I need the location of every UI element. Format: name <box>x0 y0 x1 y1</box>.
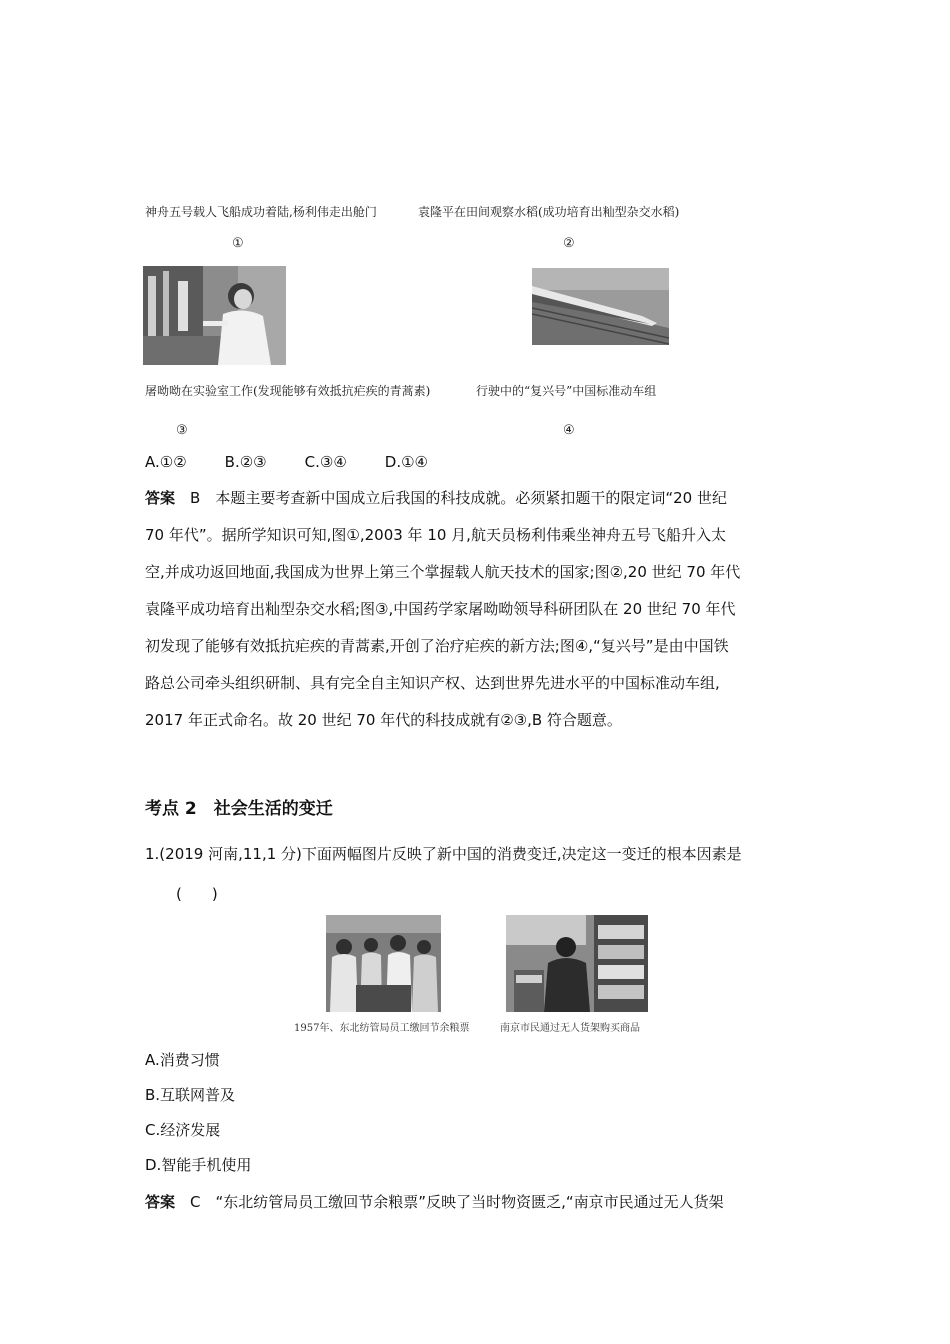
q1-explanation-line-3: 空,并成功返回地面,我国成为世界上第三个掌握载人航天技术的国家;图②,20 世纪 70 年代 <box>145 563 741 581</box>
caption-figure-1: 神舟五号载人飞船成功着陆,杨利伟走出舱门 <box>145 205 377 219</box>
q1-answer-explanation <box>145 480 815 739</box>
q2-answer <box>145 1184 724 1221</box>
q1-options <box>145 444 466 481</box>
q2-answer-letter: C <box>190 1193 201 1211</box>
q2-option-b[interactable]: B.互联网普及 <box>145 1086 236 1104</box>
caption-figure-3: 屠呦呦在实验室工作(发现能够有效抵抗疟疾的青蒿素) <box>145 384 431 398</box>
q1-answer-letter: B <box>190 489 201 507</box>
q1-explanation-line-6: 路总公司牵头组织研制、具有完全自主知识产权、达到世界先进水平的中国标准动车组, <box>145 674 720 692</box>
q1-option-b[interactable]: B.②③ <box>224 453 267 471</box>
q1-explanation-line-1: 本题主要考查新中国成立后我国的科技成就。必须紧扣题干的限定词“20 世纪 <box>215 489 727 507</box>
q2-option-c[interactable]: C.经济发展 <box>145 1121 221 1139</box>
unmanned-shelf-photo-icon <box>506 915 648 1012</box>
q2-answer-blank: ( ) <box>176 885 218 903</box>
q2-stem: 1.(2019 河南,11,1 分)下面两幅图片反映了新中国的消费变迁,决定这一变迁的根本因素是 <box>145 845 742 863</box>
q1-explanation-line-2: 70 年代”。据所学知识可知,图①,2003 年 10 月,航天员杨利伟乘坐神舟五号飞船升入太 <box>145 526 726 544</box>
caption-figure-4: 行驶中的“复兴号”中国标准动车组 <box>476 384 657 398</box>
q1-option-d[interactable]: D.①④ <box>384 453 428 471</box>
q1-option-c[interactable]: C.③④ <box>304 453 347 471</box>
figure-number-2: ② <box>563 236 575 251</box>
q1-answer-label: 答案 <box>145 489 176 507</box>
figure-number-1: ① <box>232 236 244 251</box>
figure-number-4: ④ <box>563 423 575 438</box>
q2-option-a[interactable]: A.消费习惯 <box>145 1051 220 1069</box>
q1-explanation-line-4: 袁隆平成功培育出籼型杂交水稻;图③,中国药学家屠呦呦领导科研团队在 20 世纪 70 年代 <box>145 600 736 618</box>
q1-explanation-line-7: 2017 年正式命名。故 20 世纪 70 年代的科技成就有②③,B 符合题意。 <box>145 711 622 729</box>
q2-answer-text: “东北纺管局员工缴回节余粮票”反映了当时物资匮乏,“南京市民通过无人货架 <box>215 1193 724 1211</box>
caption-figure-2: 袁隆平在田间观察水稻(成功培育出籼型杂交水稻) <box>418 205 680 219</box>
q1-explanation-line-5: 初发现了能够有效抵抗疟疾的青蒿素,开创了治疗疟疾的新方法;图④,“复兴号”是由中国铁 <box>145 637 729 655</box>
caption-unmanned-shelf: 南京市民通过无人货架购买商品 <box>500 1023 640 1034</box>
caption-grain-ticket: 1957年、东北纺管局员工缴回节余粮票 <box>294 1023 470 1034</box>
lab-researcher-photo-icon <box>143 266 286 365</box>
figure-number-3: ③ <box>176 423 188 438</box>
high-speed-train-photo-icon <box>532 268 669 345</box>
q2-option-d[interactable]: D.智能手机使用 <box>145 1156 252 1174</box>
q2-answer-label: 答案 <box>145 1193 176 1211</box>
section-heading: 考点 2 社会生活的变迁 <box>145 799 333 819</box>
q1-option-a[interactable]: A.①② <box>145 453 187 471</box>
grain-ticket-photo-icon <box>326 915 441 1012</box>
